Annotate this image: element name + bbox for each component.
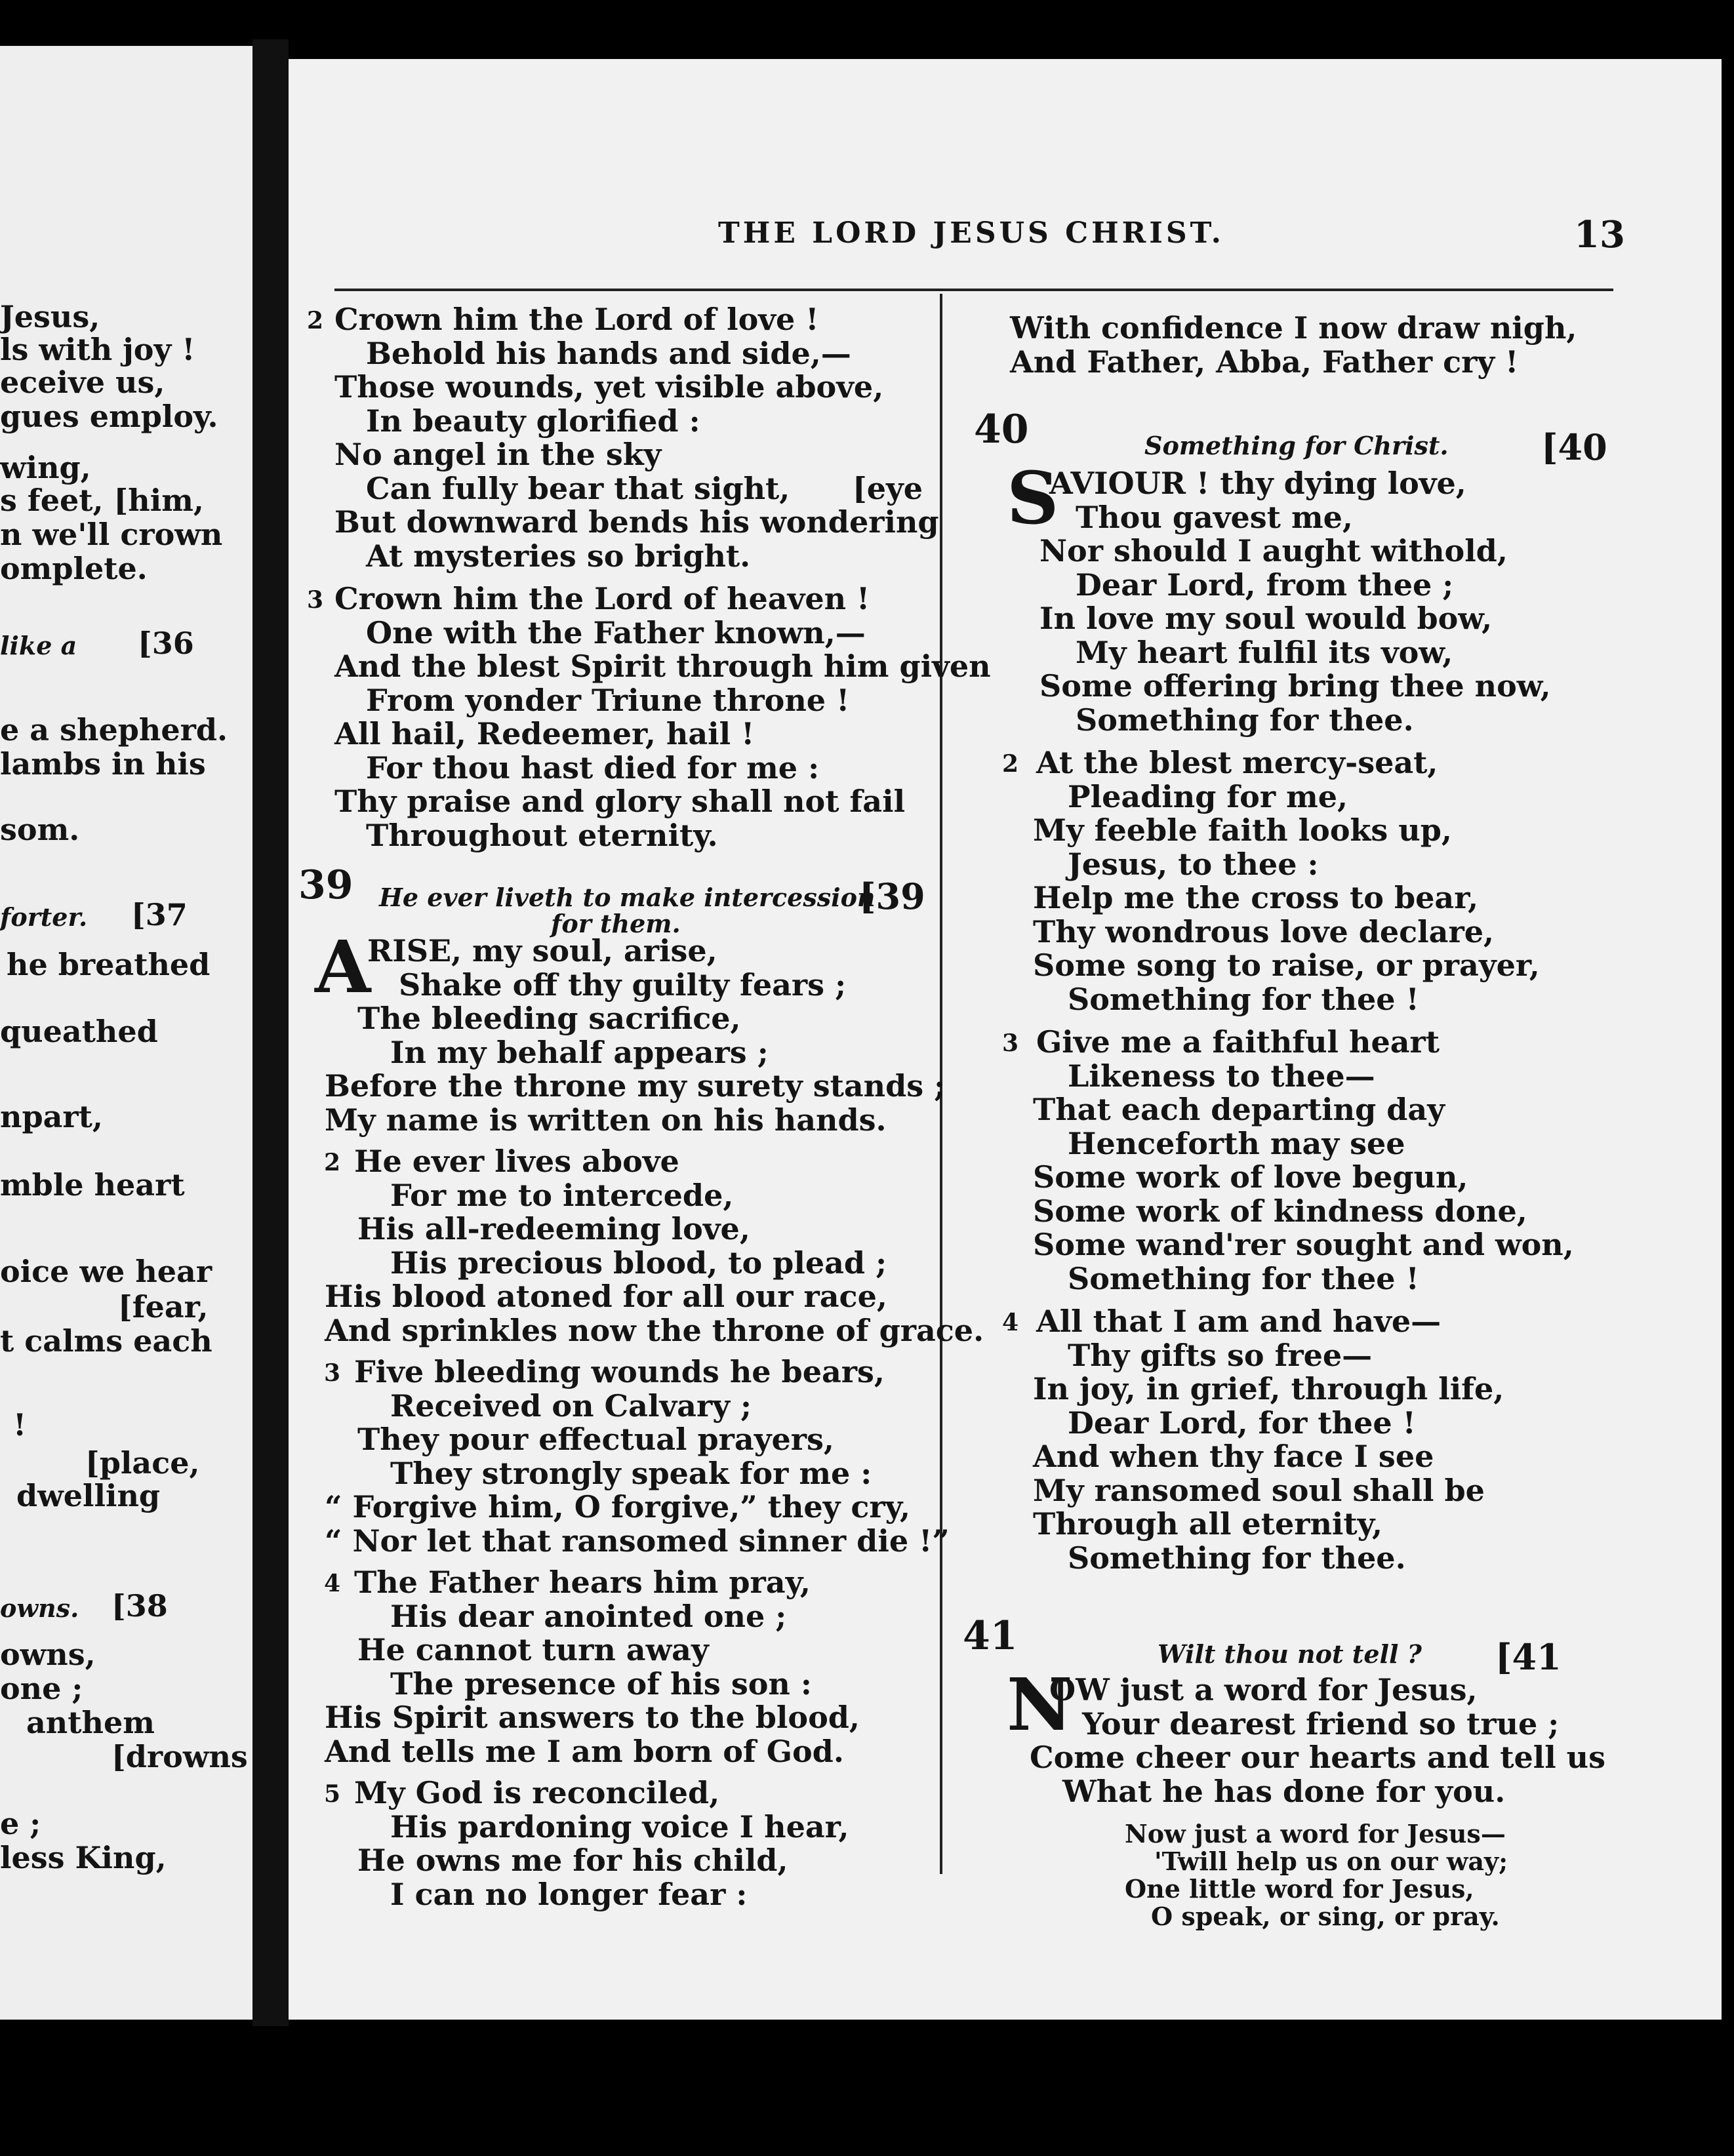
hymn-line: Your dearest friend so true ; [1082,1706,1560,1742]
chorus-line: 'Twill help us on our way; [1154,1847,1508,1876]
hymn-line: Some offering bring thee now, [1039,668,1551,704]
hymn-line: Those wounds, yet visible above, [334,369,884,405]
hymn-line: Something for thee ! [1068,1260,1419,1296]
left-page-fragment-line: [place, [85,1445,200,1481]
hymn-40-bracket-number: [40 [1541,426,1607,468]
hymn-line: What he has done for you. [1062,1773,1506,1809]
running-head: THE LORD JESUS CHRIST. [718,216,1224,250]
hymn-41-drop-cap: N [1007,1662,1073,1747]
hymn-line: “ Forgive him, O forgive,” they cry, [325,1489,911,1525]
hymn-line: One with the Father known,— [366,614,866,650]
left-page-fragment-line: owns. [0,1593,79,1623]
left-page-fragment-line: [36 [138,626,194,661]
hymn-line: Jesus, to thee : [1068,846,1319,882]
left-page-fragment-line: e ; [0,1806,41,1841]
left-page-fragment-line: [fear, [118,1289,209,1325]
hymn-line: RISE, my soul, arise, [367,933,717,968]
left-page-fragment-line: som. [0,812,80,847]
hymn-line: For thou hast died for me : [366,749,820,786]
scan-edge [1722,0,1734,2156]
hymn-line: All hail, Redeemer, hail ! [334,716,755,751]
left-page-fragment-line: like a [0,631,77,660]
left-page-fragment-line: anthem [26,1705,155,1740]
hymn-line: He cannot turn away [357,1632,709,1667]
stanza-number: 4 [1002,1309,1019,1336]
hymn-line: Some song to raise, or prayer, [1033,948,1540,983]
left-page-fragment-line: owns, [0,1637,96,1672]
stanza-number: 2 [324,1149,341,1176]
hymn-line: Something for thee ! [1068,981,1419,1017]
hymn-line: All that I am and have— [1036,1304,1442,1339]
left-page-fragment-line: one ; [0,1671,83,1706]
hymn-line: He owns me for his child, [357,1843,788,1878]
hymn-line: Can fully bear that sight, [366,470,790,506]
hymn-line: My God is reconciled, [354,1775,720,1810]
hymn-line: His all-redeeming love, [357,1211,750,1247]
left-page-fragment-line: less King, [0,1840,167,1875]
hymn-line: And sprinkles now the throne of grace. [325,1312,984,1348]
stanza-number: 3 [324,1359,341,1387]
chorus-line: One little word for Jesus, [1125,1874,1474,1904]
stanza-number: 4 [324,1570,341,1597]
hymn-line: I can no longer fear : [390,1876,748,1912]
hymn-line: His blood atoned for all our race, [325,1279,887,1314]
hymn-40-number: 40 [974,407,1029,452]
hymn-line: Some wand'rer sought and won, [1033,1227,1574,1262]
hymn-line: The bleeding sacrifice, [357,1001,741,1036]
left-page-fragment-line: oice we hear [0,1254,212,1289]
hymn-line: With confidence I now draw nigh, [1010,310,1577,346]
left-page-fragment-line: dwelling [16,1478,161,1513]
hymn-line: Through all eternity, [1033,1506,1382,1542]
left-page-fragment [0,46,252,2020]
hymn-line: His dear anointed one ; [390,1598,787,1634]
hymn-line: Help me the cross to bear, [1033,880,1479,915]
left-page-fragment-line: ! [13,1407,27,1443]
hymn-line: Before the throne my surety stands ; [325,1068,946,1104]
left-page-fragment-line: e a shepherd. [0,712,228,748]
left-page-fragment-line: npart, [0,1099,103,1134]
hymn-line: Five bleeding wounds he bears, [354,1354,885,1389]
hymn-40-subtitle: Something for Christ. [1144,431,1449,460]
hymn-line: From yonder Triune throne ! [366,682,850,718]
hymn-line: Likeness to thee— [1068,1058,1375,1094]
hymn-line: Something for thee. [1068,1540,1406,1576]
chorus-line: Now just a word for Jesus— [1125,1819,1506,1848]
hymn-41-bracket-number: [41 [1495,1636,1562,1678]
stanza-number: 3 [307,586,324,614]
hymn-line: My name is written on his hands. [325,1102,887,1138]
hymn-line: In beauty glorified : [366,403,700,439]
hymn-line: No angel in the sky [334,437,662,472]
hymn-39-subtitle-2: for them. [551,909,681,938]
left-page-fragment-line: s feet, [him, [0,483,204,518]
hymn-line: At the blest mercy-seat, [1036,745,1438,780]
hymn-39-number: 39 [298,862,353,908]
hymn-line: And Father, Abba, Father cry ! [1010,344,1519,380]
hymn-line: He ever lives above [354,1144,679,1179]
hymn-line: Something for thee. [1076,702,1414,738]
hymn-line: Received on Calvary ; [390,1387,752,1424]
left-page-fragment-line: wing, [0,450,91,485]
hymn-line: His pardoning voice I hear, [390,1808,849,1845]
hymn-line: They pour effectual prayers, [357,1422,834,1457]
left-page-fragment-line: gues employ. [0,399,218,434]
hymn-line: The presence of his son : [390,1666,812,1702]
stanza-number: 5 [324,1780,341,1808]
hymn-line: At mysteries so bright. [366,538,751,574]
hymn-line: Dear Lord, for thee ! [1068,1405,1416,1441]
left-page-fragment-line: ls with joy ! [0,332,195,367]
left-page-fragment-line: [38 [111,1588,168,1624]
hymn-line: In my behalf appears ; [390,1034,769,1070]
left-page-fragment-line: [37 [131,897,188,932]
hymn-line: My ransomed soul shall be [1033,1472,1485,1508]
hymn-line: My feeble faith looks up, [1033,812,1452,848]
hymn-line: In love my soul would bow, [1039,601,1493,636]
stanza-number: 3 [1002,1029,1019,1057]
header-rule [334,289,1613,291]
hymn-39-subtitle: He ever liveth to make intercession [379,883,876,912]
hymn-line: Crown him the Lord of heaven ! [334,581,870,616]
hymn-line: The Father hears him pray, [354,1565,811,1600]
hymn-line: Some work of kindness done, [1033,1193,1527,1229]
hymn-line: Some work of love begun, [1033,1159,1468,1195]
hymn-41-subtitle: Wilt thou not tell ? [1158,1639,1422,1669]
hymn-line: Thy gifts so free— [1068,1337,1373,1373]
hymn-line: Dear Lord, from thee ; [1076,567,1454,603]
hymn-line: My heart fulfil its vow, [1076,634,1453,670]
hymn-line: Thy praise and glory shall not fail [334,784,906,819]
book-gutter [252,39,289,2026]
hymn-line: Shake off thy guilty fears ; [399,967,847,1003]
left-page-fragment-line: he breathed [7,947,211,982]
hymn-line: In joy, in grief, through life, [1033,1371,1504,1407]
hymn-line: Nor should I aught withold, [1039,533,1508,569]
hymn-39-bracket-number: [39 [859,875,925,917]
left-page-fragment-line: lambs in his [0,746,206,782]
hymn-line: His precious blood, to plead ; [390,1245,887,1281]
hymn-line: Thy wondrous love declare, [1033,913,1494,949]
left-page-fragment-line: eceive us, [0,365,165,400]
hymn-line: That each departing day [1033,1092,1445,1127]
hymn-line: They strongly speak for me : [390,1455,872,1491]
hymn-line: “ Nor let that ransomed sinner die !” [325,1523,950,1559]
hymn-line: Thou gavest me, [1076,499,1353,535]
left-page-fragment-line: queathed [0,1014,158,1049]
chorus-line: O speak, or sing, or pray. [1151,1902,1500,1931]
hymn-line: Come cheer our hearts and tell us [1030,1740,1606,1775]
left-page-fragment-line: Jesus, [0,299,100,334]
stanza-number: 2 [307,307,324,334]
hymn-line: Behold his hands and side,— [366,335,851,371]
hymn-line: And when thy face I see [1033,1439,1434,1474]
left-page-fragment-line: n we'll crown [0,517,223,552]
hymn-line: OW just a word for Jesus, [1049,1672,1478,1707]
page-number: 13 [1574,213,1625,256]
hymn-line: And tells me I am born of God. [325,1733,844,1769]
hymn-line: Henceforth may see [1068,1125,1405,1161]
left-page-fragment-line: omplete. [0,551,148,586]
stanza-number: 2 [1002,750,1019,778]
hymn-40-drop-cap: S [1007,456,1059,540]
hymn-line: Pleading for me, [1068,778,1348,814]
hymn-line: Throughout eternity. [366,817,718,853]
hymn-line: Give me a faithful heart [1036,1024,1440,1060]
hymn-line: For me to intercede, [390,1177,734,1213]
left-page-fragment-line: [drowns [111,1739,248,1774]
hymn-line: AVIOUR ! thy dying love, [1049,466,1466,501]
hymn-line: Crown him the Lord of love ! [334,302,819,337]
hymn-41-number: 41 [963,1613,1018,1659]
left-page-fragment-line: t calms each [0,1323,212,1359]
hymn-line: His Spirit answers to the blood, [325,1700,860,1735]
left-page-fragment-line: mble heart [0,1167,185,1203]
left-page-fragment-line: forter. [0,902,88,932]
hymn-line: And the blest Spirit through him given [334,649,991,684]
hymn-line-overflow: [eye [853,470,923,506]
hymn-39-drop-cap: A [315,925,371,1009]
hymn-line: But downward bends his wondering [334,504,939,540]
